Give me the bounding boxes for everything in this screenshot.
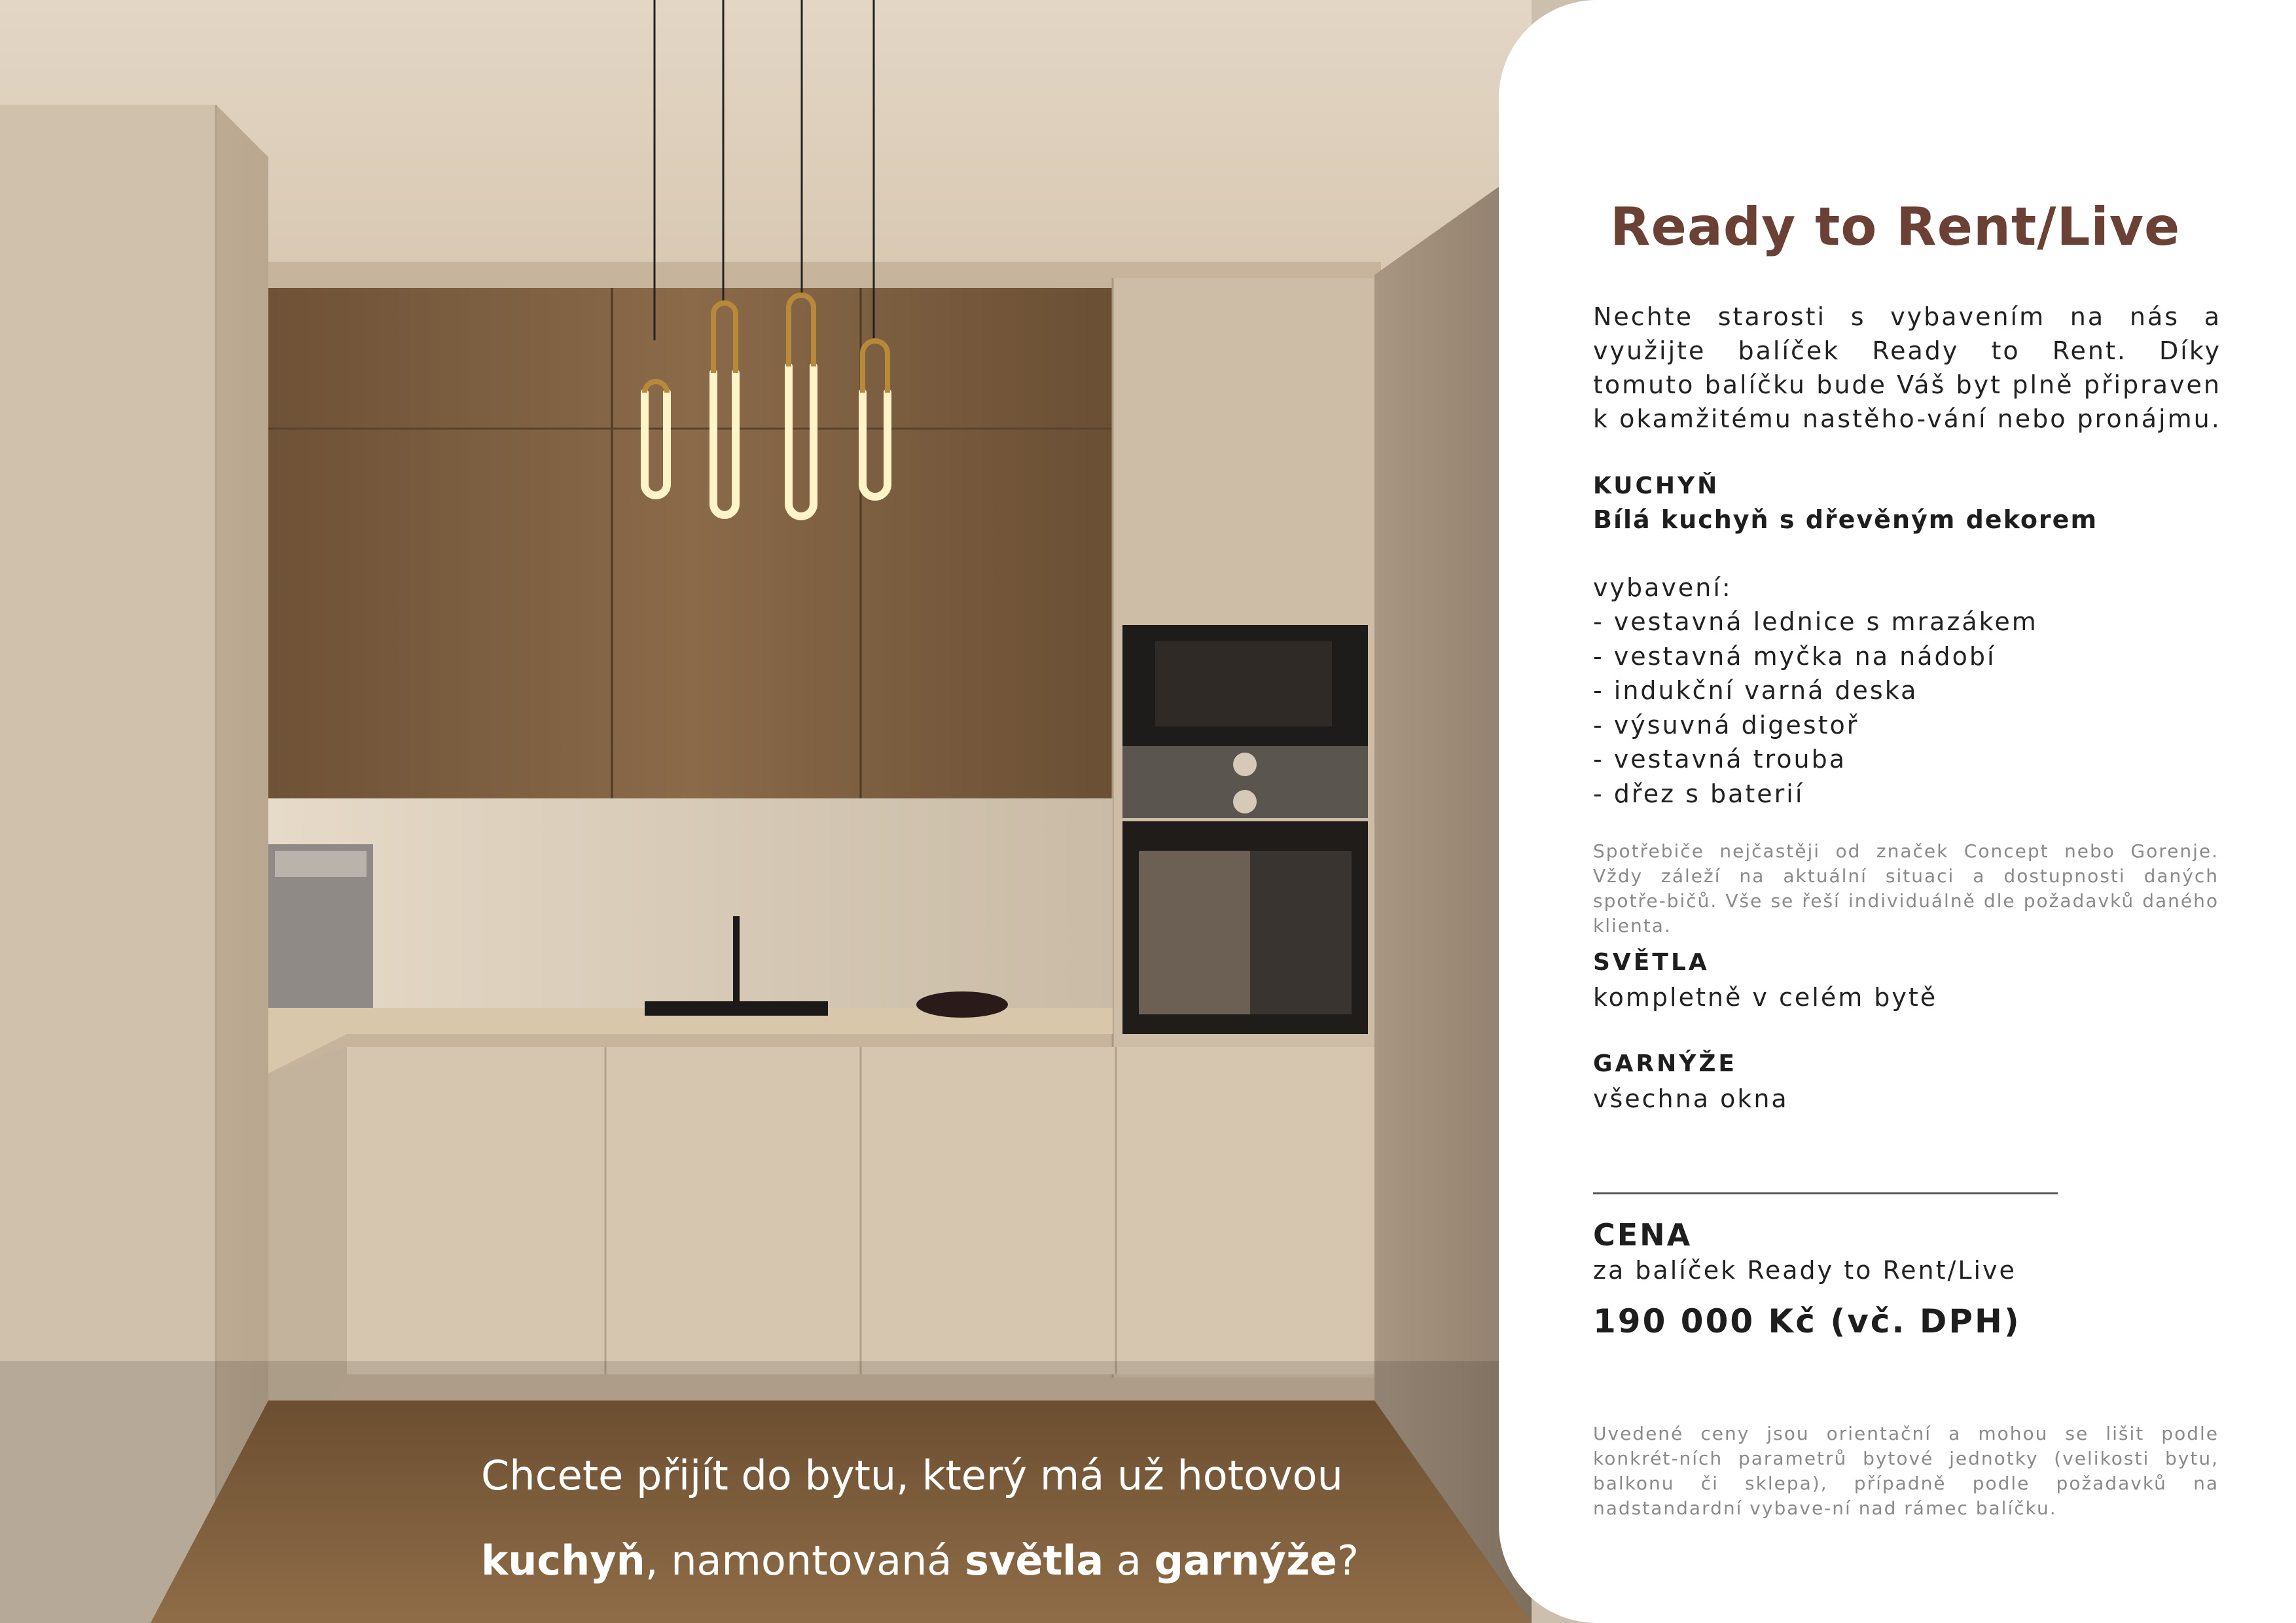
headline-line-2	[481, 1518, 1430, 1603]
price-label: za balíček Ready to Rent/Live	[1593, 1256, 2017, 1285]
headline-text-a: , namontovaná	[645, 1537, 965, 1584]
kitchen-heading: KUCHYŇ	[1593, 473, 1720, 499]
equipment-label: vybavení:	[1593, 573, 1732, 602]
curtain-rods-text: všechna okna	[1593, 1084, 1789, 1113]
headline-curtain-rods: garnýže	[1154, 1537, 1338, 1584]
list-item: - vestavná trouba	[1593, 745, 1847, 774]
headline-text-b: a	[1103, 1537, 1155, 1584]
lights-text: kompletně v celém bytě	[1593, 983, 1938, 1012]
kitchen-subheading: Bílá kuchyň s dřevěným dekorem	[1593, 505, 2098, 534]
list-item: - dřez s baterií	[1593, 779, 1804, 808]
appliances-note: Spotřebiče nejčastěji od značek Concept nebo Gorenje. Vždy záleží na aktuální situaci a dostupnosti daných spotře-bičů. Vše se řeší individuálně dle požadavků daného klienta.	[1593, 840, 2219, 936]
headline-lights: světla	[965, 1537, 1104, 1584]
curtain-rods-heading: GARNÝŽE	[1593, 1050, 1738, 1077]
list-item: - indukční varná deska	[1593, 676, 1918, 705]
headline-question-mark: ?	[1337, 1537, 1359, 1584]
price-disclaimer: Uvedené ceny jsou orientační a mohou se lišit podle konkrét-ních parametrů bytové jednotky (velikosti bytu, balkonu či sklepa), případně podle požadavků na nadstandardní vybave-ní nad rámec balíčku.	[1593, 1423, 2219, 1519]
list-item: - vestavná myčka na nádobí	[1593, 641, 1996, 671]
lights-heading: SVĚTLA	[1593, 949, 1710, 976]
page-title: Ready to Rent/Live	[1610, 196, 2181, 257]
list-item: - vestavná lednice s mrazákem	[1593, 607, 2038, 636]
headline-kitchen: kuchyň	[481, 1537, 645, 1584]
intro-paragraph: Nechte starosti s vybavením na nás a využijte balíček Ready to Rent. Díky tomuto balíčku bude Váš byt plně připraven k okamžitému nastěho-vání nebo pronájmu.	[1593, 302, 2221, 433]
price-heading: CENA	[1593, 1217, 1693, 1253]
list-item: - výsuvná digestoř	[1593, 710, 1859, 740]
hero-headline	[481, 1433, 1430, 1603]
divider	[1593, 1192, 2058, 1194]
equipment-list	[1593, 605, 2038, 811]
price-value: 190 000 Kč (vč. DPH)	[1593, 1302, 2021, 1340]
headline-line-1: Chcete přijít do bytu, který má už hotovou	[481, 1452, 1343, 1499]
